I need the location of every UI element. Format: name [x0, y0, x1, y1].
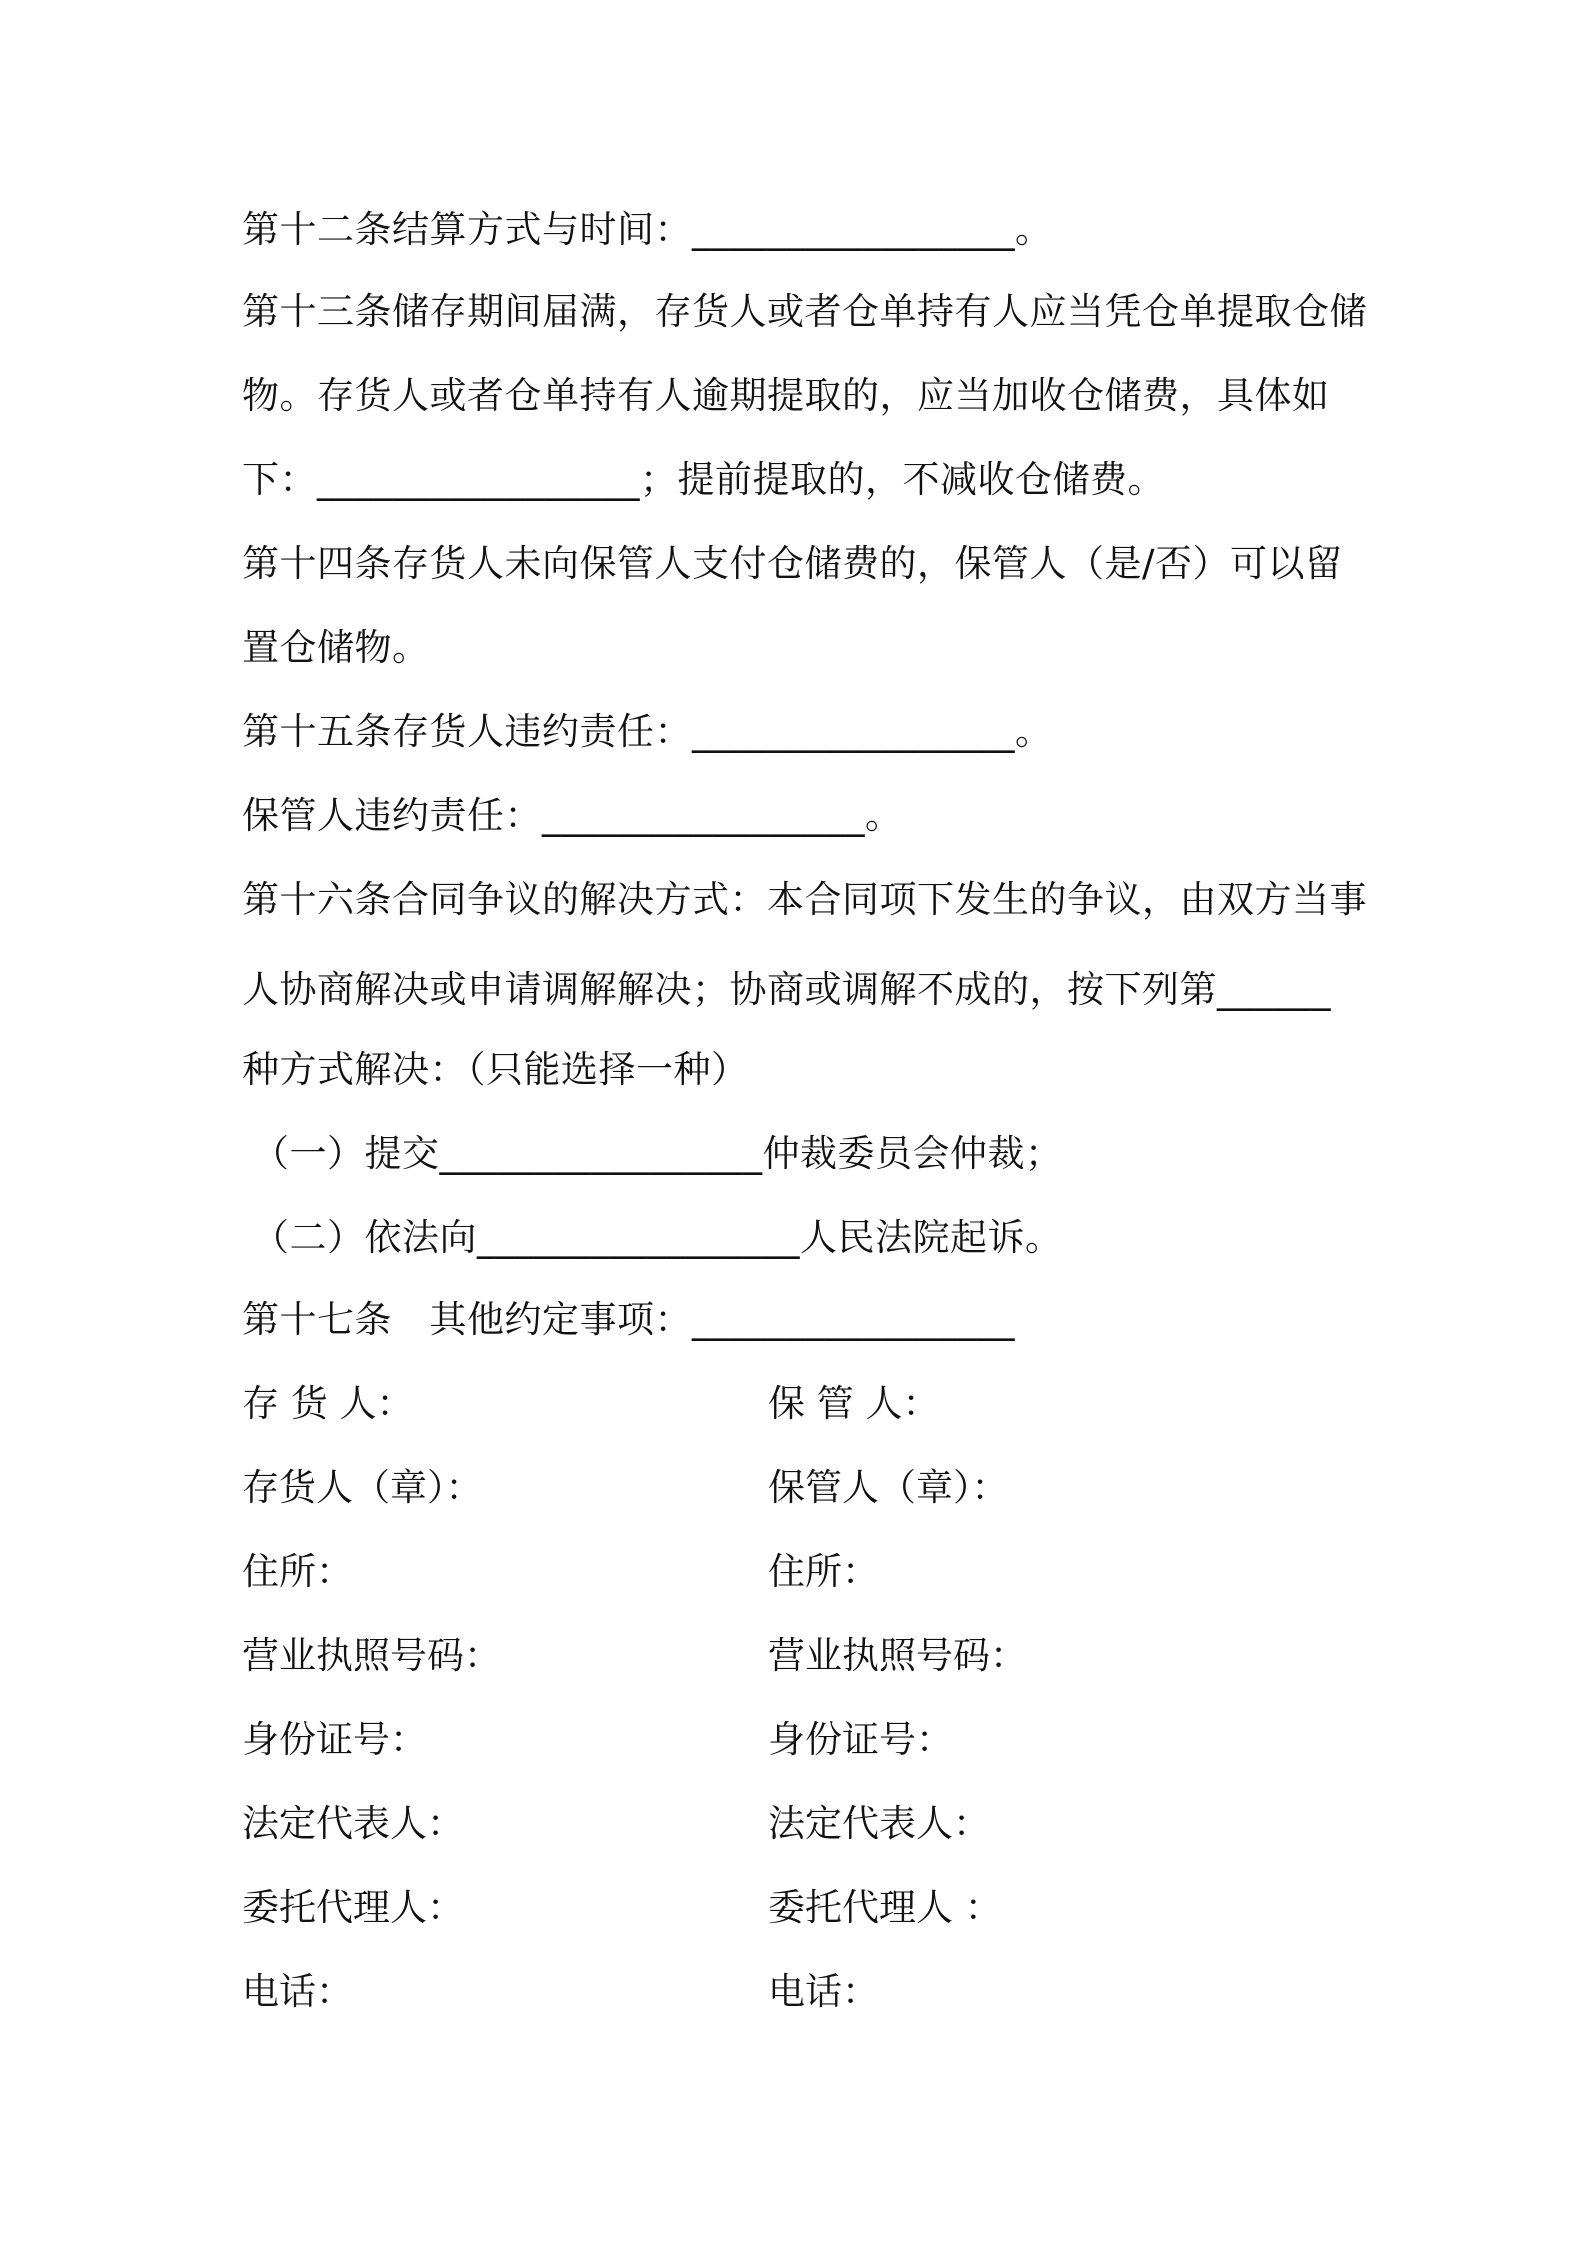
clause-16-option-2: （二）依法向_________________人民法院起诉。 [252, 1216, 1063, 1259]
clause-14-line-1: 第十四条存货人未向保管人支付仓储费的，保管人（是/否）可以留 [242, 542, 1343, 585]
clause-15-line-1: 第十五条存货人违约责任：_________________。 [242, 710, 1053, 753]
depositor-legal-rep-label: 法定代表人： [242, 1802, 464, 1845]
clause-13-line-3: 下：_________________；提前提取的，不减收仓储费。 [242, 458, 1165, 501]
clause-13-line-1: 第十三条储存期间届满，存货人或者仓单持有人应当凭仓单提取仓储 [242, 290, 1367, 333]
custodian-license-label: 营业执照号码： [768, 1634, 1027, 1677]
custodian-seal-label: 保管人（章）： [768, 1466, 1009, 1509]
custodian-agent-label: 委托代理人 ： [768, 1886, 1002, 1929]
depositor-address-label: 住所： [242, 1550, 353, 1593]
clause-17: 第十七条 其他约定事项：_________________ [242, 1298, 1015, 1341]
clause-16-line-1: 第十六条合同争议的解决方式：本合同项下发生的争议，由双方当事 [242, 878, 1367, 921]
clause-12: 第十二条结算方式与时间：_________________。 [242, 208, 1053, 251]
custodian-address-label: 住所： [768, 1550, 879, 1593]
depositor-license-label: 营业执照号码： [242, 1634, 501, 1677]
custodian-legal-rep-label: 法定代表人： [768, 1802, 990, 1845]
depositor-seal-label: 存货人（章）： [242, 1466, 483, 1509]
clause-13-line-2: 物。存货人或者仓单持有人逾期提取的，应当加收仓储费，具体如 [242, 374, 1330, 417]
clause-15-line-2: 保管人违约责任：_________________。 [242, 794, 903, 837]
depositor-phone-label: 电话： [242, 1970, 353, 2013]
depositor-id-label: 身份证号： [242, 1718, 427, 1761]
clause-16-line-2: 人协商解决或申请调解解决；协商或调解不成的，按下列第______ [242, 968, 1331, 1011]
custodian-id-label: 身份证号： [768, 1718, 953, 1761]
custodian-label: 保 管 人： [768, 1382, 940, 1425]
custodian-phone-label: 电话： [768, 1970, 879, 2013]
clause-16-line-3: 种方式解决：（只能选择一种） [242, 1048, 749, 1091]
clause-14-line-2: 置仓储物。 [242, 626, 430, 669]
clause-16-option-1: （一）提交_________________仲裁委员会仲裁； [252, 1132, 1063, 1175]
depositor-label: 存 货 人： [242, 1382, 414, 1425]
depositor-agent-label: 委托代理人： [242, 1886, 464, 1929]
